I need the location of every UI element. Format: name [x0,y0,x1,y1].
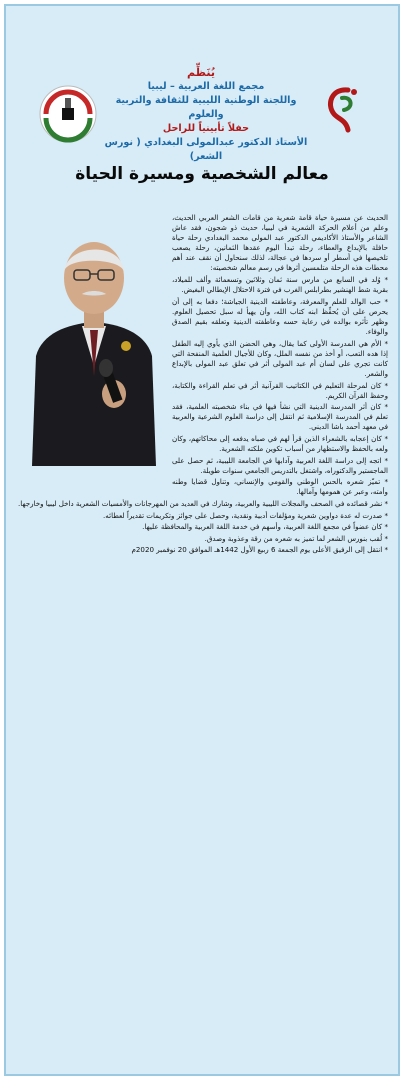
paragraph-death: * انتقل إلى الرفيق الأعلى يوم الجمعة 6 ربيع الأول 1442هـ الموافق 20 نوفمبر 2020م [131,545,388,555]
header-lines [101,80,311,164]
page-title: معالم الشخصية ومسيرة الحياة [75,164,329,184]
paragraph-publications: * نشر قصائده في الصحف والمجلات الليبية والعربية، وشارك في العديد من المهرجانات والأمسيات الشعرية داخل ليبيا وخارجها. [18,499,388,509]
biography-text [16,213,388,1073]
commission-logo-icon [36,84,100,144]
memorial-poster [4,4,400,1076]
paragraph-works: * صدرت له عدة دواوين شعرية ومؤلفات أدبية ونقدية، وحصل على جوائز وتكريمات تقديراً لعطائه. [103,510,388,520]
header-line-academy: مجمع اللغة العربية – ليبيا [147,81,265,92]
paragraph-birth: * وُلد في السابع من مارس سنة ثمان وثلاثين وتسعمائة وألف للميلاد، بقرية شط الهنشير بطرابلس الغرب في فترة الاحتلال الإيطالي البغيض. [172,275,388,295]
organizer-label: يُنَظِّم [187,66,215,79]
paragraph-university: * اتجه إلى دراسة اللغة العربية وآدابها في الجامعة الليبية، ثم حصل على الماجستير والدكتوراه، واشتغل بالتدريس الجامعي سنوات طويلة. [172,455,388,475]
header-line-commission: واللجنة الوطنية الليبية للثقافة والتربية والعلوم [115,95,297,120]
header-line-honoree: الأستاذ الدكتور عبدالمولى البغدادي ( نورس الشعر) [104,137,308,162]
photo-spacer [16,213,172,481]
paragraph-poets: * كان إعجابه بالشعراء الذين قرأ لهم في صباه يدفعه إلى محاكاتهم، وكان ولعه بالحفظ والاستظهار من أسباب تكوين ملكته الشعرية. [172,433,388,454]
paragraph-nickname: * لُقب بنورس الشعر لما تميز به شعره من رقة وعذوبة وصدق. [204,533,388,543]
header-line-ceremony: حفلاً تأبينياً للراحل [162,123,250,134]
academy-logo-icon [318,84,366,136]
paragraph-intro: الحديث عن مسيرة حياة قامة شعرية من قامات الشعر العربي الحديث، وعلم من أعلام الحركة الشعرية في ليبيا، حديث ذو شجون، فقد عاش الشاعر والأستاذ الأكاديمي الدكتور عبد المولى محمد البغدادي رحلة حياة حافلة بالإبداع والعطاء، رحلة تبدأ اليوم عقدها الثمانين، رحلة يصعب تلخيصها في أسطر أو سردها في عجالة، لذلك سنحاول أن نقف عند أهم محطات هذه الرحلة متلمسين أثرها في رسم معالم شخصيته: [172,213,388,273]
paragraph-kuttab: * كان لمرحلة التعليم في الكتاتيب القرآنية أثر في تعلم القراءة والكتابة، وحفظ القرآن الكريم. [172,380,388,400]
paragraph-academy: * كان عضواً في مجمع اللغة العربية، وأسهم في خدمة اللغة العربية والمحافظة عليها. [142,522,388,532]
paragraph-father: * حب الوالد للعلم والمعرفة، وعاطفته الدينية الجياشة؛ دفعا به إلى أن يحرص على أن يُحفِّظ ابنه كتاب الله، وأن يهيأ له سبل تحصيل العلوم. وظهر تأثره بوالده في رعاية حسه وعاطفته الدينية وتعلقه بقيم الصدق والوفاء. [172,296,388,337]
paragraph-themes: * تميّز شعره بالحس الوطني والقومي والإنساني، وتناول قضايا وطنه وأمته، وعبر عن همومها وآمالها. [172,477,388,497]
poster-header [6,6,398,162]
paragraph-school: * كان أثر المدرسة الدينية التي نشأ فيها في بناء شخصيته العلمية، فقد تعلم في المدرسة الإسلامية ثم انتقل إلى دراسة العلوم الشرعية والعربية في معهد أحمد باشا الديني. [172,402,388,432]
paragraph-mother: * الأم هي المدرسة الأولى كما يقال، وهي الحضن الذي يأوي إليه الطفل إذا هده التعب، أو أخذ من نفسه الملل، وكان للأجيال العلمية المنفحة التي كانت تجري على لسان أم عبد المولى أثر في تعلق عبد المولى بالإبداع والشعر. [172,338,388,378]
